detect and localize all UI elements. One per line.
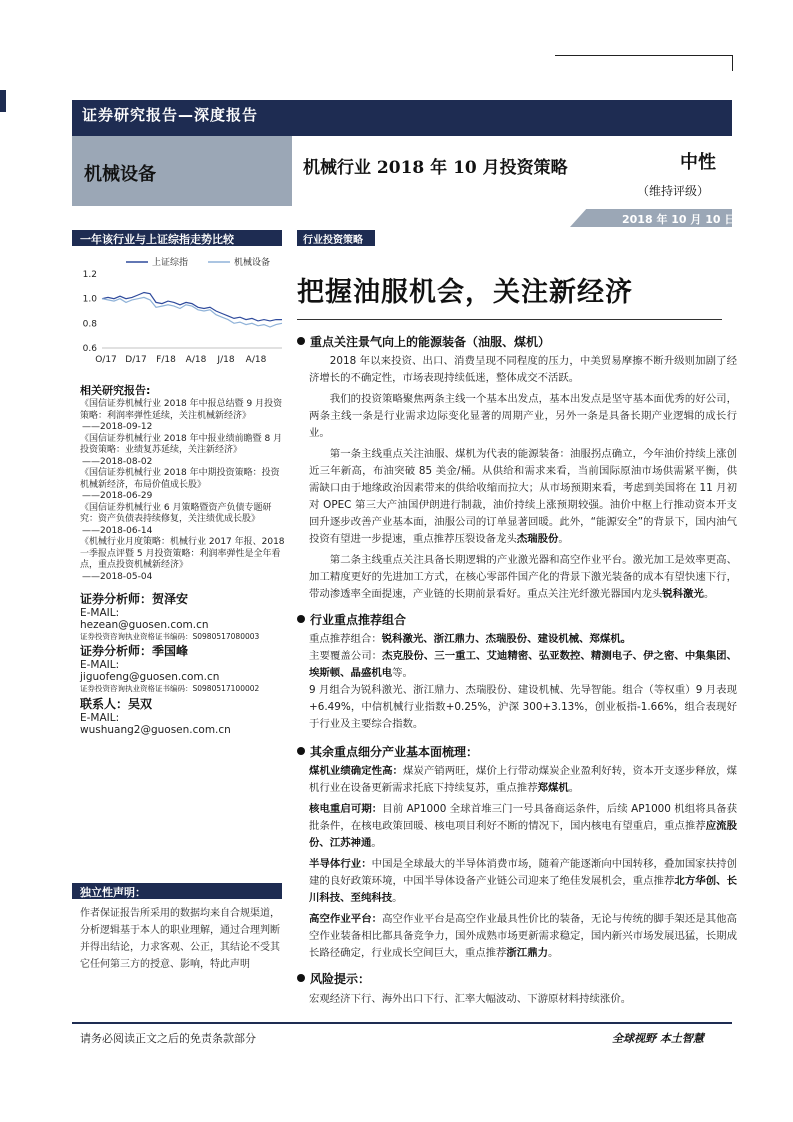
- x-tick-label: J/18: [217, 355, 235, 365]
- contact-name: 吴双: [128, 697, 153, 711]
- para-3: 第一条主线重点关注油服、煤机为代表的能源装备：油服拐点确立，今年油价持续上涨创近三年新高，布油突破 85 美金/桶。从供给和需求来看，当前国际原油市场供需紧平衡，供需缺口由于地缘政治因素带来的供给收缩而拉大；从市场预期来看，考虑到美国将在 11 月初对 OPEC 第三大产油国伊朗进行制裁，油价持续上涨预期较强。油价中枢上行推动资本开支回升逐步改善产业基本面，油服公司的订单显著回暖。此外，“能源安全”的背景下，国内油气投资有望进一步提速，重点推荐压裂设备龙头杰瑞股份。: [309, 448, 737, 545]
- rating-note: （维持评级）: [637, 184, 710, 198]
- related-report-item[interactable]: 《机械行业月度策略：机械行业 2017 年报、2018 一季报点评暨 5 月投资策略：利润率弹性是全年看点，重点投资机械新经济》: [80, 537, 285, 570]
- section-subindustry-heading: 其余重点细分产业基本面梳理：: [297, 743, 737, 760]
- related-report-date: ——2018-08-02: [82, 456, 153, 467]
- analyst-role: 证券分析师：: [80, 644, 153, 658]
- related-reports: [80, 382, 285, 583]
- portfolio-line-1: 重点推荐组合：锐科激光、浙江鼎力、杰瑞股份、建设机械、郑煤机。: [309, 633, 632, 645]
- legend-label: 机械设备: [234, 258, 271, 268]
- semiconductor-item: 半导体行业：中国是全球最大的半导体消费市场，随着产能逐渐向中国转移，叠加国家扶持创建的良好政策环境，中国半导体设备产业链公司迎来了绝佳发展机会，重点推荐北方华创、长川科技、至纯科技。: [309, 858, 738, 904]
- analyst-email-label: E-MAIL:: [80, 607, 120, 619]
- y-tick-label: 0.6: [82, 344, 97, 354]
- main-content: [297, 333, 737, 1008]
- analyst-email-label: E-MAIL:: [80, 659, 120, 671]
- analyst-entry: [80, 590, 285, 642]
- risk-text: 宏观经济下行、海外出口下行、汇率大幅波动、下游原材料持续涨价。: [309, 993, 632, 1005]
- x-tick-label: A/18: [185, 355, 207, 365]
- legend-label: 上证综指: [152, 258, 189, 268]
- x-tick-label: F/18: [156, 355, 176, 365]
- related-report-item[interactable]: 《国信证券机械行业 6 月策略暨资产负债专题研究：资产负债表持续修复，关注绩优成长股》: [80, 502, 272, 524]
- disclaimer-heading: 独立性声明：: [80, 886, 146, 899]
- bullet-icon: [297, 747, 305, 755]
- y-tick-label: 1.2: [82, 270, 97, 280]
- para-2: 我们的投资策略聚焦两条主线一个基本出发点，基本出发点是坚守基本面优秀的好公司，两条主线一条是行业需求边际变化显著的周期产业，另外一条是具备长期产业逻辑的成长行业。: [309, 393, 737, 439]
- report-title: 机械行业 2018 年 10 月投资策略: [303, 158, 568, 178]
- top-rule-tick: [732, 55, 733, 71]
- left-accent-bar: [0, 90, 6, 112]
- analyst-name: 贺泽安: [152, 592, 189, 606]
- y-tick-label: 0.8: [82, 319, 97, 330]
- report-type: 证券研究报告—深度报告: [82, 106, 259, 124]
- footer-disclaimer: 请务必阅读正文之后的免责条款部分: [80, 1032, 256, 1045]
- related-report-date: ——2018-06-14: [82, 525, 153, 536]
- nuclear-item: 核电重启可期：目前 AP1000 全球首堆三门一号具备商运条件，后续 AP1000 机组将具备获批条件，在核电政策回暖、核电项目利好不断的情况下，国内核电有望重启，重点推荐应流股份、江苏神通。: [309, 803, 738, 849]
- analyst-role: 证券分析师：: [80, 592, 153, 606]
- report-date: 2018 年 10 月 10 日: [622, 213, 736, 226]
- analyst-email[interactable]: jiguofeng@guosen.com.cn: [80, 671, 220, 683]
- bullet-icon: [297, 974, 305, 982]
- analyst-cert-label: 证券投资咨询执业资格证书编码：: [80, 684, 193, 693]
- analyst-email[interactable]: hezean@guosen.com.cn: [80, 619, 209, 631]
- para-4: 第二条主线重点关注具备长期逻辑的产业激光器和高空作业平台。激光加工是效率更高、加工精度更好的先进加工方式，在核心零部件国产化的背景下激光装备的成本有望快速下行，带动渗透率全面提速，产业链的长期前景看好。重点关注光纤激光器国内龙头锐科激光。: [309, 554, 737, 600]
- headline-rule: [297, 319, 722, 320]
- trend-chart: [72, 250, 287, 375]
- x-tick-label: D/17: [125, 355, 147, 365]
- related-report-item[interactable]: 《国信证券机械行业 2018 年中报业绩前瞻暨 8 月投资策略：业绩复苏延续，关注新经济》: [80, 433, 283, 455]
- y-tick-label: 1.0: [82, 294, 97, 305]
- analyst-name: 季国峰: [152, 644, 189, 658]
- contact-email[interactable]: wushuang2@guosen.com.cn: [80, 724, 231, 736]
- bullet-icon: [297, 615, 305, 623]
- report-tag: 行业投资策略: [303, 235, 363, 246]
- contact-block: [80, 695, 285, 736]
- section-energy-heading: 重点关注景气向上的能源装备（油服、煤机）: [297, 333, 737, 350]
- section-portfolio-heading: 行业重点推荐组合: [297, 611, 737, 628]
- portfolio-line-2: 主要覆盖公司：杰克股份、三一重工、艾迪精密、弘亚数控、精测电子、伊之密、中集集团、埃斯顿、晶盛机电等。: [309, 650, 738, 679]
- related-report-date: ——2018-09-12: [82, 422, 153, 432]
- analyst-cert: S0980517080003: [192, 632, 260, 641]
- related-report-date: ——2018-06-29: [82, 491, 153, 501]
- disclaimer-text: 作者保证报告所采用的数据均来自合规渠道，分析逻辑基于本人的职业理解，通过合理判断并得出结论，力求客观、公正，其结论不受其它任何第三方的授意、影响，特此声明: [80, 908, 280, 970]
- chart-box-title: 一年该行业与上证综指走势比较: [80, 233, 234, 246]
- top-rule: [555, 55, 733, 56]
- related-heading: 相关研究报告:: [80, 384, 151, 397]
- sector-name: 机械设备: [84, 164, 156, 185]
- analyst-cert-label: 证券投资咨询执业资格证书编码：: [80, 632, 193, 641]
- contact-email-label: E-MAIL:: [80, 712, 120, 724]
- aerial-platform-item: 高空作业平台：高空作业平台是高空作业最具性价比的装备，无论与传统的脚手架还是其他高空作业装备相比都具备竞争力，国外成熟市场更新需求稳定，国内新兴市场发展迅猛，长期成长路径确定，行业成长空间巨大，重点推荐浙江鼎力。: [309, 913, 738, 959]
- footer-slogan: 全球视野 本土智慧: [612, 1032, 704, 1045]
- series-line: [102, 297, 282, 327]
- coal-machinery-item: 煤机业绩确定性高：煤炭产销两旺，煤价上行带动煤炭企业盈利好转，资本开支逐步释放，煤机行业在设备更新需求托底下持续复苏，重点推荐郑煤机。: [309, 765, 738, 794]
- related-report-item[interactable]: 《国信证券机械行业 2018 年中报总结暨 9 月投资策略：利润率弹性延续，关注机械新经济》: [80, 399, 283, 421]
- section-risk-heading: 风险提示：: [297, 970, 737, 987]
- related-report-item[interactable]: 《国信证券机械行业 2018 年中期投资策略：投资机械新经济，布局价值成长股》: [80, 468, 280, 490]
- analyst-block: [80, 590, 285, 736]
- x-tick-label: O/17: [95, 355, 117, 365]
- analyst-entry: [80, 642, 285, 694]
- x-tick-label: A/18: [245, 355, 267, 365]
- headline: 把握油服机会，关注新经济: [297, 277, 633, 308]
- analyst-cert: S0980517100002: [192, 684, 260, 693]
- rating: 中性: [680, 152, 716, 173]
- footer-rule: [72, 1022, 732, 1024]
- portfolio-performance: 9 月组合为锐科激光、浙江鼎力、杰瑞股份、建设机械、先导智能。组合（等权重）9 月表现+6.49%，中信机械行业指数+0.25%，沪深 300+3.13%，创业板指-1.66%，组合表现好于行业及主要综合指数。: [309, 684, 737, 730]
- contact-role: 联系人：: [80, 697, 129, 711]
- related-report-date: ——2018-05-04: [82, 571, 153, 582]
- para-1: 2018 年以来投资、出口、消费呈现不同程度的压力，中美贸易摩擦不断升级则加剧了经济增长的不确定性，市场表现持续低迷，整体成交不活跃。: [309, 355, 737, 384]
- bullet-icon: [297, 337, 305, 345]
